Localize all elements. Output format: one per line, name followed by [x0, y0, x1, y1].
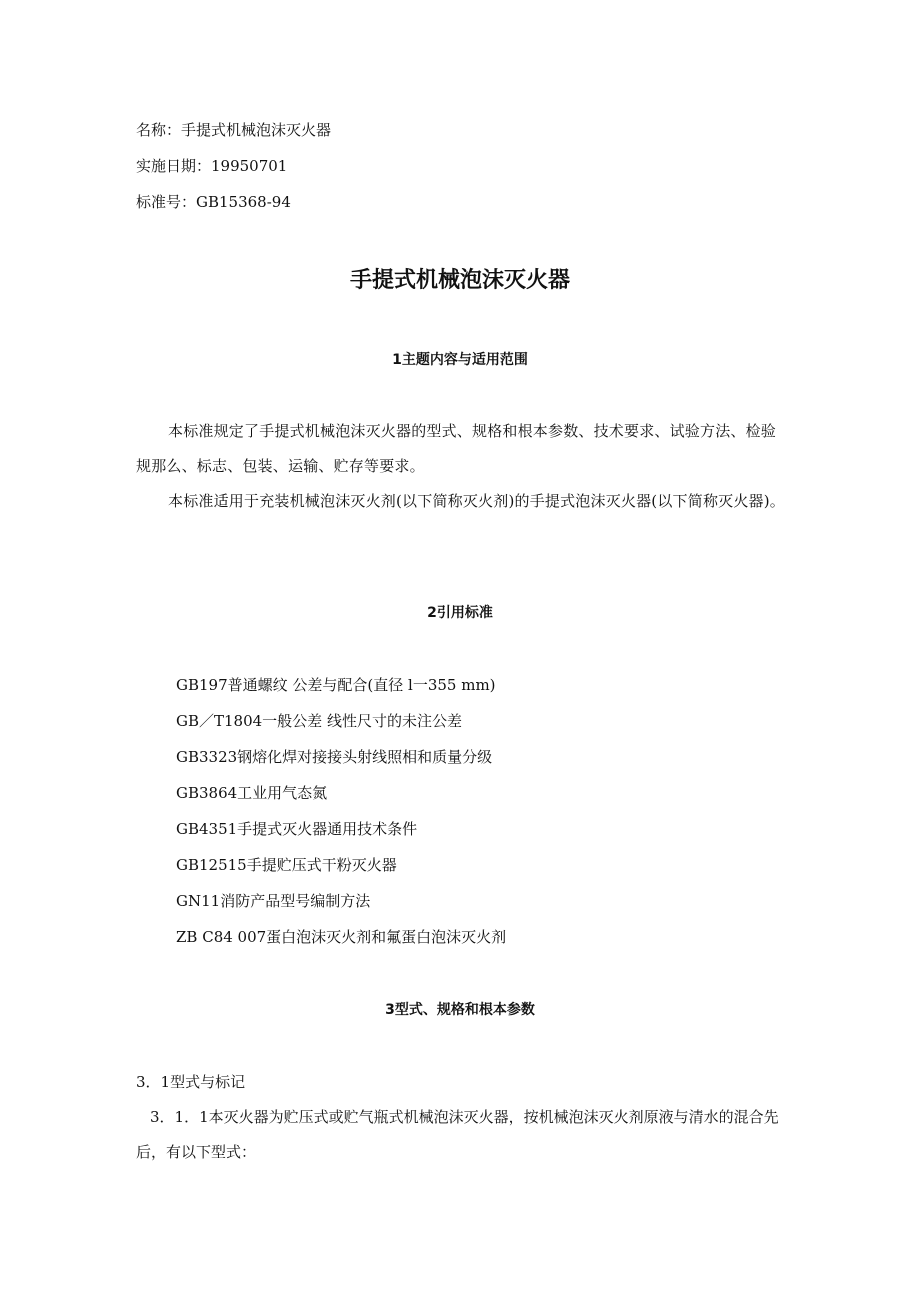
- section-3-1-heading: 3．1型式与标记: [136, 1073, 246, 1091]
- section-1-paragraph-2: 本标准适用于充装机械泡沫灭火剂(以下简称灭火剂)的手提式泡沫灭火器(以下简称灭火器)。: [168, 492, 786, 510]
- section-1-paragraph-1: 本标准规定了手提式机械泡沫灭火器的型式、规格和根本参数、技术要求、试验方法、检验规那么、标志、包装、运输、贮存等要求。: [136, 422, 777, 475]
- meta-name-line: 名称：手提式机械泡沫灭火器: [136, 121, 332, 139]
- section-3-heading: 3型式、规格和根本参数: [385, 1002, 535, 1018]
- section-1-heading: 1主题内容与适用范围: [392, 352, 528, 368]
- reference-item: GB4351手提式灭火器通用技术条件: [176, 820, 418, 838]
- reference-item: GB197普通螺纹 公差与配合(直径 l一355 mm): [176, 676, 496, 694]
- reference-item: GB／T1804一般公差 线性尺寸的未注公差: [176, 712, 462, 730]
- reference-item: ZB C84 007蛋白泡沫灭火剂和氟蛋白泡沫灭火剂: [176, 928, 507, 946]
- meta-standard-line: 标准号：GB15368-94: [136, 193, 291, 211]
- meta-date-line: 实施日期：19950701: [136, 157, 288, 175]
- document-title: 手提式机械泡沫灭火器: [349, 268, 570, 293]
- section-2-heading: 2引用标准: [427, 605, 493, 621]
- reference-item: GN11消防产品型号编制方法: [176, 892, 371, 910]
- reference-item: GB3864工业用气态氮: [176, 784, 328, 802]
- clause-3-1-1: 3．1．1本灭火器为贮压式或贮气瓶式机械泡沫灭火器，按机械泡沫灭火剂原液与清水的混合先后，有以下型式：: [136, 1108, 779, 1161]
- reference-item: GB12515手提贮压式干粉灭火器: [176, 856, 397, 874]
- reference-item: GB3323钢熔化焊对接接头射线照相和质量分级: [176, 748, 493, 766]
